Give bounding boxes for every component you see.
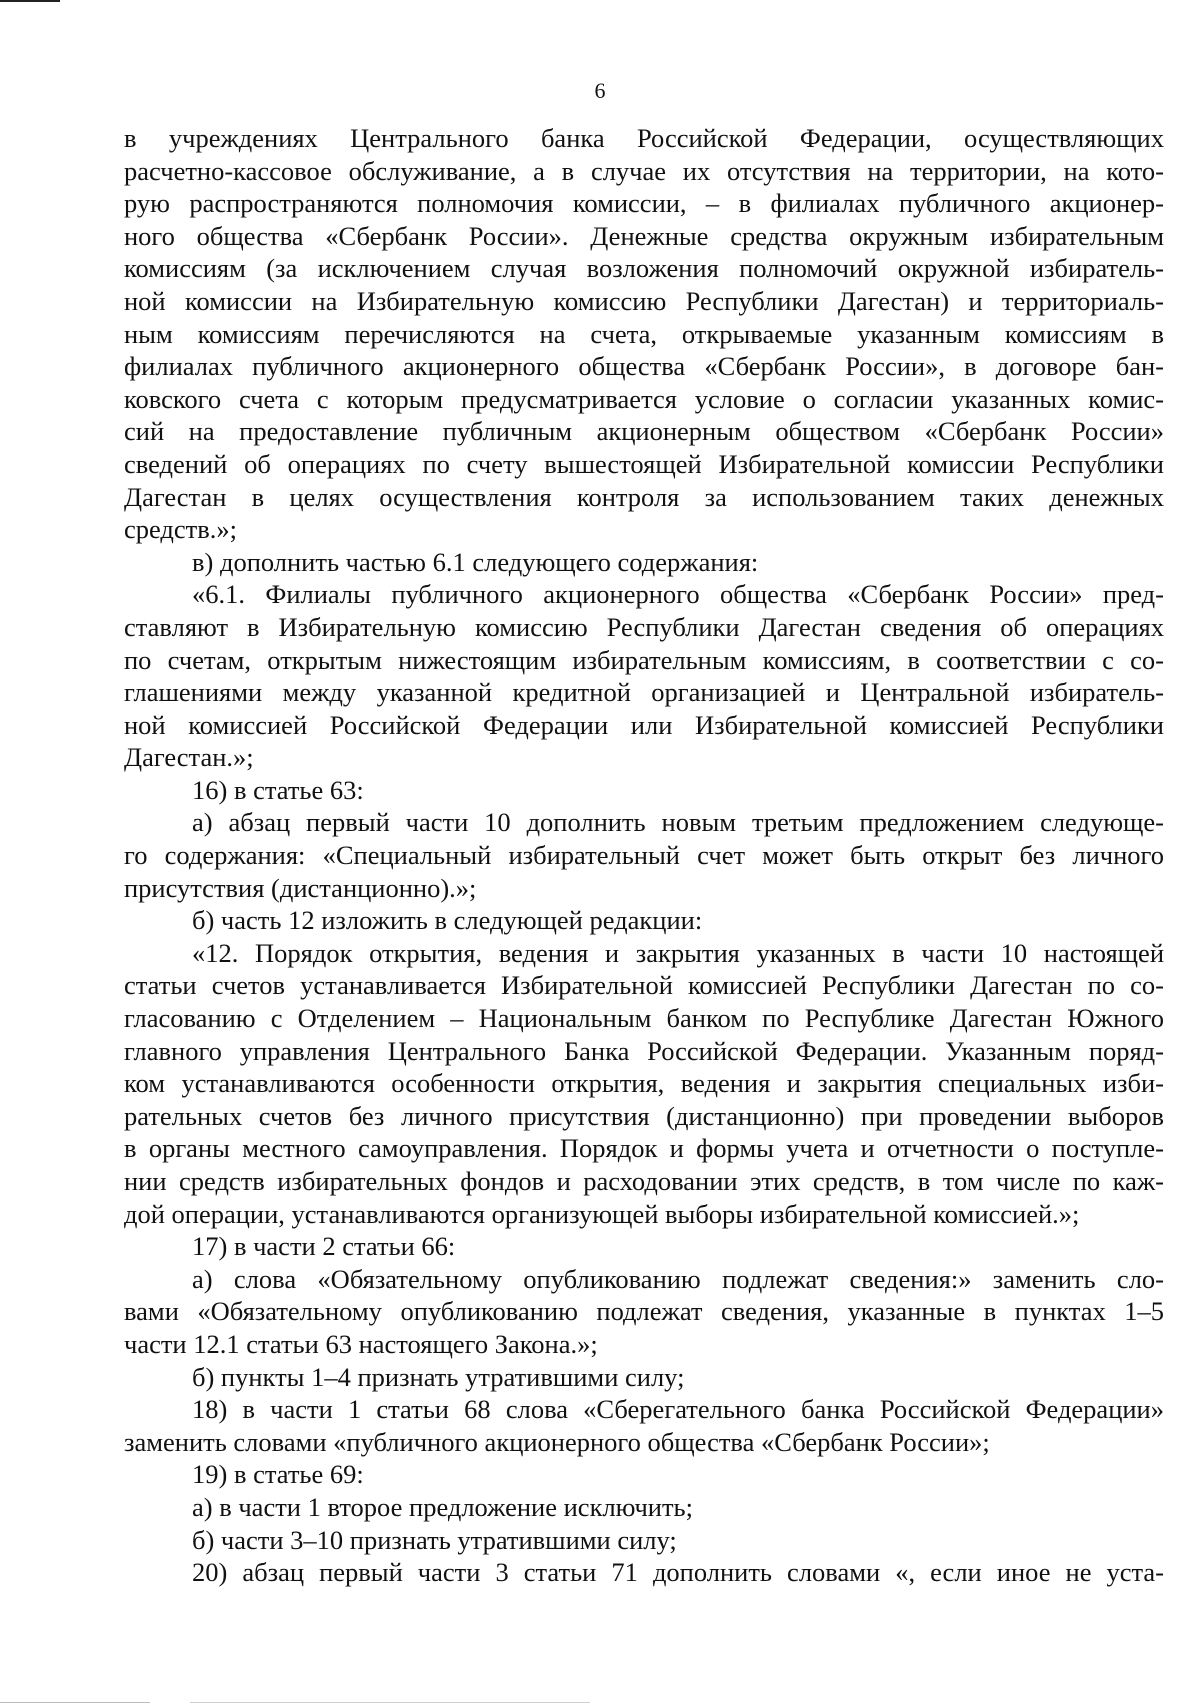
text-line: средств.»; xyxy=(124,514,238,545)
text-line: «12. Порядок открытия, ведения и закрытия указанных в части 10 настоящей xyxy=(192,937,1164,968)
text-line: ковского счета с которым предусматривается условие о согласии указанных комис- xyxy=(124,383,1164,414)
text-line: гласованию с Отделением – Национальным банком по Республике Дагестан Южного xyxy=(124,1003,1164,1034)
scan-edge-mark xyxy=(0,1702,150,1703)
text-line: рую распространяются полномочия комиссии, – в филиалах публичного акционер- xyxy=(124,188,1164,219)
text-line: в учреждениях Центрального банка Российской Федерации, осуществляющих xyxy=(124,123,1164,153)
document-body xyxy=(124,122,1164,1589)
text-line: б) части 3–10 признать утратившими силу; xyxy=(192,1524,677,1555)
text-line: б) часть 12 изложить в следующей редакции: xyxy=(192,905,703,936)
text-line: в органы местного самоуправления. Порядок и формы учета и отчетности о поступле- xyxy=(124,1133,1164,1164)
text-line: а) в части 1 второе предложение исключить; xyxy=(192,1491,693,1522)
text-line: Дагестан в целях осуществления контроля за использованием таких денежных xyxy=(124,481,1164,512)
text-line: части 12.1 статьи 63 настоящего Закона.»; xyxy=(124,1328,598,1359)
text-line: сведений об операциях по счету вышестоящей Избирательной комиссии Республики xyxy=(124,448,1164,479)
text-line: 19) в статье 69: xyxy=(192,1459,364,1490)
text-line: б) пункты 1–4 признать утратившими силу; xyxy=(192,1361,685,1392)
text-line: а) слова «Обязательному опубликованию подлежат сведения:» заменить сло- xyxy=(192,1263,1164,1294)
text-line: нии средств избирательных фондов и расходовании этих средств, в том числе по каж- xyxy=(124,1166,1164,1196)
text-line: в) дополнить частью 6.1 следующего содержания: xyxy=(192,546,759,577)
text-line: по счетам, открытым нижестоящим избирательным комиссиям, в соответствии с со- xyxy=(124,644,1164,675)
text-line: дой операции, устанавливаются организующей выборы избирательной комиссией.»; xyxy=(124,1198,1080,1229)
text-line: 17) в части 2 статьи 66: xyxy=(192,1231,456,1262)
text-line: ставляют в Избирательную комиссию Республики Дагестан сведения об операциях xyxy=(124,611,1164,642)
text-line: ной комиссией Российской Федерации или Избирательной комиссией Республики xyxy=(124,709,1164,740)
text-line: а) абзац первый части 10 дополнить новым третьим предложением следующе- xyxy=(192,807,1164,838)
text-line: присутствия (дистанционно).»; xyxy=(124,872,477,903)
text-line: статьи счетов устанавливается Избирательной комиссией Республики Дагестан по со- xyxy=(124,970,1164,1001)
text-line: комиссиям (за исключением случая возложения полномочий окружной избиратель- xyxy=(124,253,1164,284)
text-line: рательных счетов без личного присутствия (дистанционно) при проведении выборов xyxy=(124,1100,1164,1131)
text-line: ным комиссиям перечисляются на счета, открываемые указанным комиссиям в xyxy=(124,318,1164,349)
text-line: Дагестан.»; xyxy=(124,742,254,773)
page-number: 6 xyxy=(594,78,606,103)
text-line: ком устанавливаются особенности открытия, ведения и закрытия специальных изби- xyxy=(124,1068,1164,1099)
text-line: вами «Обязательному опубликованию подлежат сведения, указанные в пунктах 1–5 xyxy=(124,1296,1164,1327)
text-line: го содержания: «Специальный избирательный счет может быть открыт без личного xyxy=(124,840,1164,871)
text-line: сий на предоставление публичным акционерным обществом «Сбербанк России» xyxy=(124,416,1164,447)
scan-edge-mark xyxy=(0,0,60,2)
scan-edge-mark xyxy=(190,1702,590,1703)
text-line: заменить словами «публичного акционерного общества «Сбербанк России»; xyxy=(124,1426,990,1457)
text-line: 16) в статье 63: xyxy=(192,774,364,805)
text-line: главного управления Центрального Банка Российской Федерации. Указанным поряд- xyxy=(124,1035,1164,1066)
text-line: ной комиссии на Избирательную комиссию Республики Дагестан) и территориаль- xyxy=(124,285,1164,316)
text-line: глашениями между указанной кредитной организацией и Центральной избиратель- xyxy=(124,677,1164,708)
text-line: «6.1. Филиалы публичного акционерного общества «Сбербанк России» пред- xyxy=(192,579,1164,610)
text-line: 18) в части 1 статьи 68 слова «Сберегательного банка Российской Федерации» xyxy=(192,1394,1164,1425)
text-line: расчетно-кассовое обслуживание, а в случае их отсутствия на территории, на кото- xyxy=(124,155,1164,186)
text-line: 20) абзац первый части 3 статьи 71 дополнить словами «, если иное не уста- xyxy=(192,1557,1164,1588)
text-line: ного общества «Сбербанк России». Денежные средства окружным избирательным xyxy=(124,220,1164,251)
text-line: филиалах публичного акционерного общества «Сбербанк России», в договоре бан- xyxy=(124,351,1164,382)
